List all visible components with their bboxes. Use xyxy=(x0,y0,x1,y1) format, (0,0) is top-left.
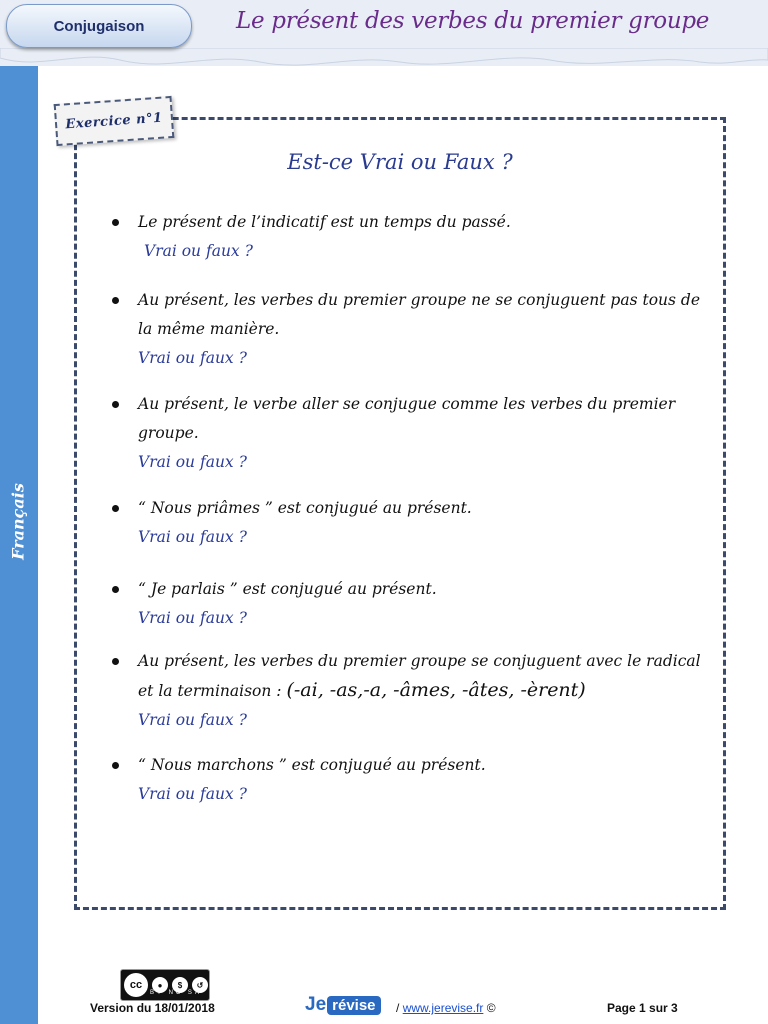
subject-label: Français xyxy=(8,483,28,560)
question-main-text: Au présent, les verbes du premier groupe se conjuguent avec le radical et la terminaison : xyxy=(138,652,701,700)
answer-prompt: Vrai ou faux ? xyxy=(138,349,247,367)
question-item xyxy=(112,208,712,266)
bullet-icon xyxy=(112,586,119,593)
copyright-symbol: © xyxy=(486,1001,496,1015)
question-text: “ Nous marchons ” est conjugué au présent. xyxy=(138,756,486,774)
exercise-heading: Est-ce Vrai ou Faux ? xyxy=(287,150,513,174)
answer-prompt: Vrai ou faux ? xyxy=(138,528,247,546)
answer-prompt: Vrai ou faux ? xyxy=(138,711,247,729)
bullet-icon xyxy=(112,219,119,226)
creative-commons-badge xyxy=(120,969,210,1001)
version-text: Version du 18/01/2018 xyxy=(90,1001,215,1015)
page-number: Page 1 sur 3 xyxy=(607,1001,678,1015)
jerevise-logo xyxy=(305,993,381,1017)
question-item xyxy=(112,494,712,552)
bullet-icon xyxy=(112,762,119,769)
site-link[interactable]: www.jerevise.fr xyxy=(402,1001,484,1015)
question-text: Au présent, les verbes du premier groupe ne se conjuguent pas tous de la même manière. xyxy=(138,291,700,338)
answer-prompt: Vrai ou faux ? xyxy=(138,609,247,627)
bullet-icon xyxy=(112,297,119,304)
page-title: Le présent des verbes du premier groupe xyxy=(236,8,710,34)
question-item xyxy=(112,286,712,373)
sa-icon: ↺ xyxy=(192,977,208,993)
bullet-icon xyxy=(112,401,119,408)
answer-prompt: Vrai ou faux ? xyxy=(144,242,253,260)
question-item xyxy=(112,751,712,809)
endings-list: (-ai, -as,-a, -âmes, -âtes, -èrent) xyxy=(286,679,586,701)
question-text: Au présent, le verbe aller se conjugue comme les verbes du premier groupe. xyxy=(138,395,676,442)
bullet-icon xyxy=(112,658,119,665)
header-wave-decoration xyxy=(0,48,768,78)
separator: / xyxy=(396,1001,400,1015)
answer-prompt: Vrai ou faux ? xyxy=(138,453,247,471)
question-item xyxy=(112,647,712,735)
cc-icon: cc xyxy=(124,973,148,997)
nc-icon: $ xyxy=(172,977,188,993)
question-text: “ Je parlais ” est conjugué au présent. xyxy=(138,580,437,598)
question-item xyxy=(112,575,712,633)
question-item xyxy=(112,390,712,477)
logo-je: Je xyxy=(305,994,327,1015)
question-text: Le présent de l’indicatif est un temps du passé. xyxy=(138,213,511,231)
logo-revise: révise xyxy=(327,996,380,1015)
license-label: BY NC SA xyxy=(150,990,202,996)
section-tag: Conjugaison xyxy=(6,4,192,48)
answer-prompt: Vrai ou faux ? xyxy=(138,785,247,803)
by-icon: ● xyxy=(152,977,168,993)
site-credit xyxy=(396,1001,496,1015)
bullet-icon xyxy=(112,505,119,512)
exercise-tag: Exercice n°1 xyxy=(54,96,175,146)
question-text: “ Nous priâmes ” est conjugué au présent. xyxy=(138,499,472,517)
question-text xyxy=(138,647,712,706)
